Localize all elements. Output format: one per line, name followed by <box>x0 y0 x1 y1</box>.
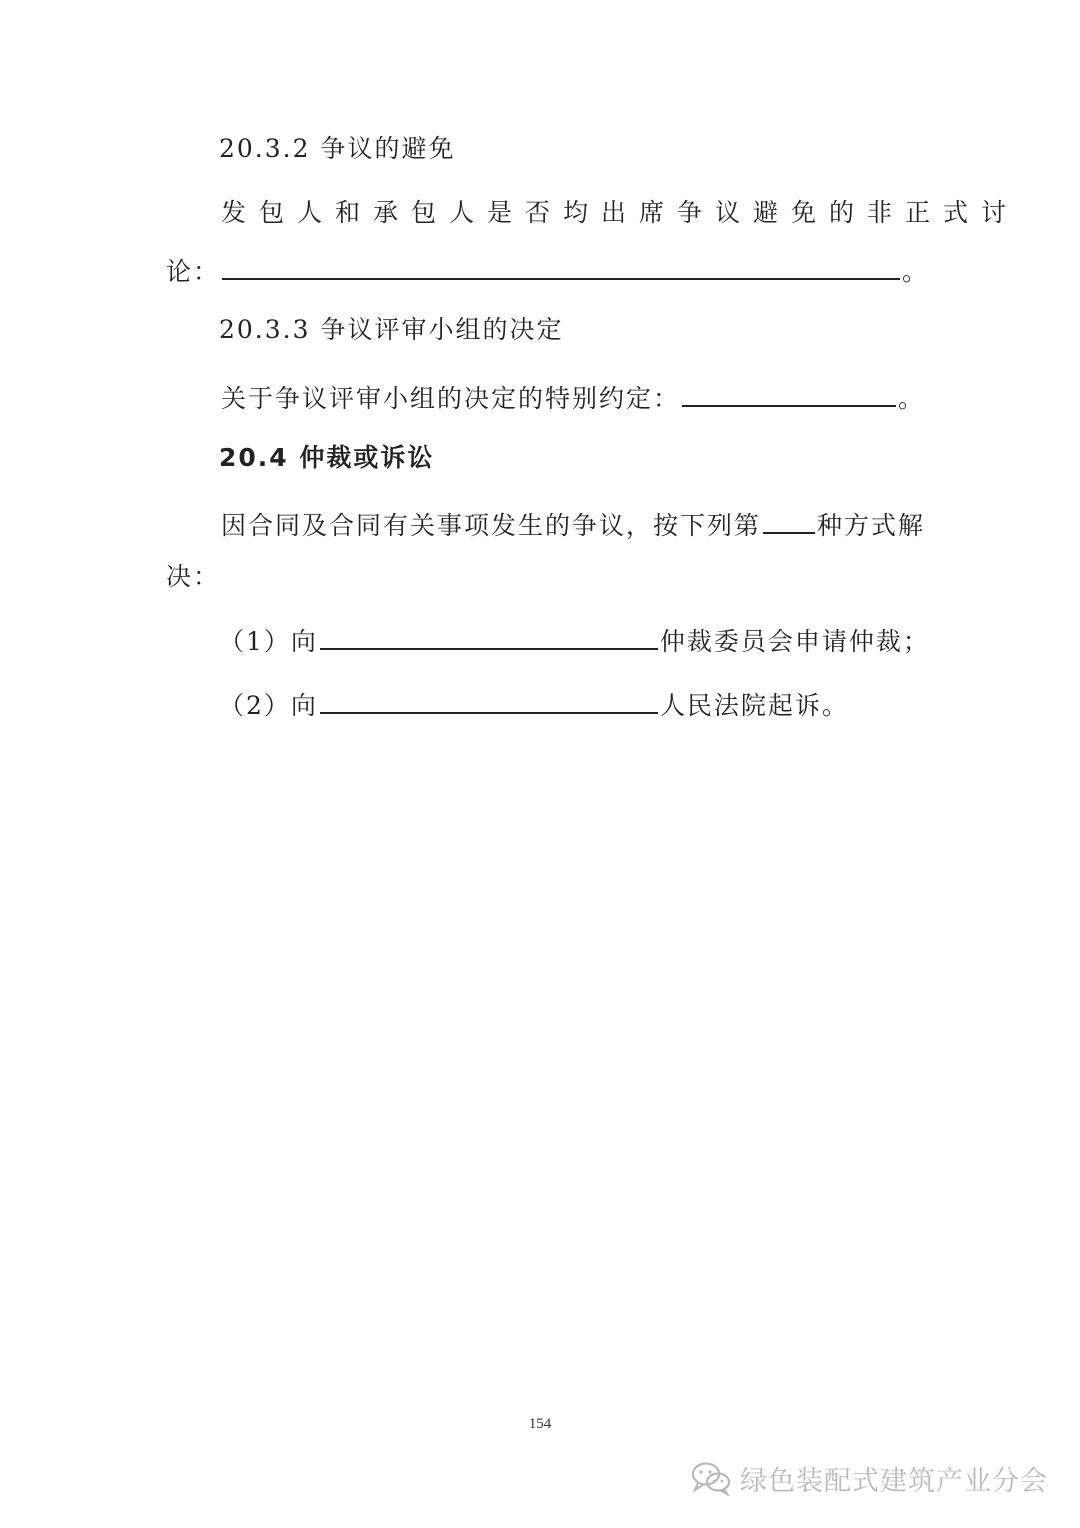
paragraph-text: 发包人和承包人是否均出席争议避免的非正式讨 <box>221 198 1020 227</box>
wechat-icon <box>690 1460 732 1496</box>
section-heading-text: 20.3.2 争议的避免 <box>219 134 456 163</box>
section-20-3-3-heading <box>219 313 563 347</box>
section-20-3-2-body-line-1 <box>221 196 1019 230</box>
section-20-4-body-line-1 <box>221 506 925 543</box>
paragraph-text: 因合同及合同有关事项发生的争议，按下列第 <box>221 511 762 540</box>
watermark <box>690 1458 1048 1498</box>
fill-in-blank[interactable] <box>320 686 658 714</box>
paragraph-text: 关于争议评审小组的决定的特别约定： <box>221 384 681 413</box>
paragraph-text: 论： <box>166 257 221 286</box>
option-text: 仲裁委员会申请仲裁； <box>659 627 930 656</box>
section-20-3-2-body-line-2 <box>166 252 929 289</box>
paragraph-text: 种方式解 <box>817 511 926 540</box>
option-2 <box>219 686 849 723</box>
fill-in-blank[interactable] <box>682 379 896 407</box>
fill-in-blank[interactable] <box>222 252 900 280</box>
paragraph-punctuation: 。 <box>898 384 926 413</box>
section-20-3-2-heading <box>219 132 455 166</box>
option-label: （1）向 <box>219 627 318 656</box>
section-heading-text: 20.3.3 争议评审小组的决定 <box>219 315 564 344</box>
paragraph-punctuation: 。 <box>902 257 930 286</box>
paragraph-text: 决： <box>166 562 221 591</box>
section-20-4-body-line-2 <box>166 560 220 594</box>
page-number: 154 <box>528 1416 552 1432</box>
section-20-4-heading <box>219 441 434 475</box>
option-label: （2）向 <box>219 691 318 720</box>
fill-in-blank[interactable] <box>763 506 815 534</box>
option-text: 人民法院起诉。 <box>659 691 849 720</box>
fill-in-blank[interactable] <box>320 622 658 650</box>
option-1 <box>219 622 930 659</box>
watermark-text: 绿色装配式建筑产业分会 <box>740 1465 1048 1497</box>
section-20-3-3-body <box>221 379 925 416</box>
section-heading-text: 20.4 仲裁或诉讼 <box>219 443 435 472</box>
